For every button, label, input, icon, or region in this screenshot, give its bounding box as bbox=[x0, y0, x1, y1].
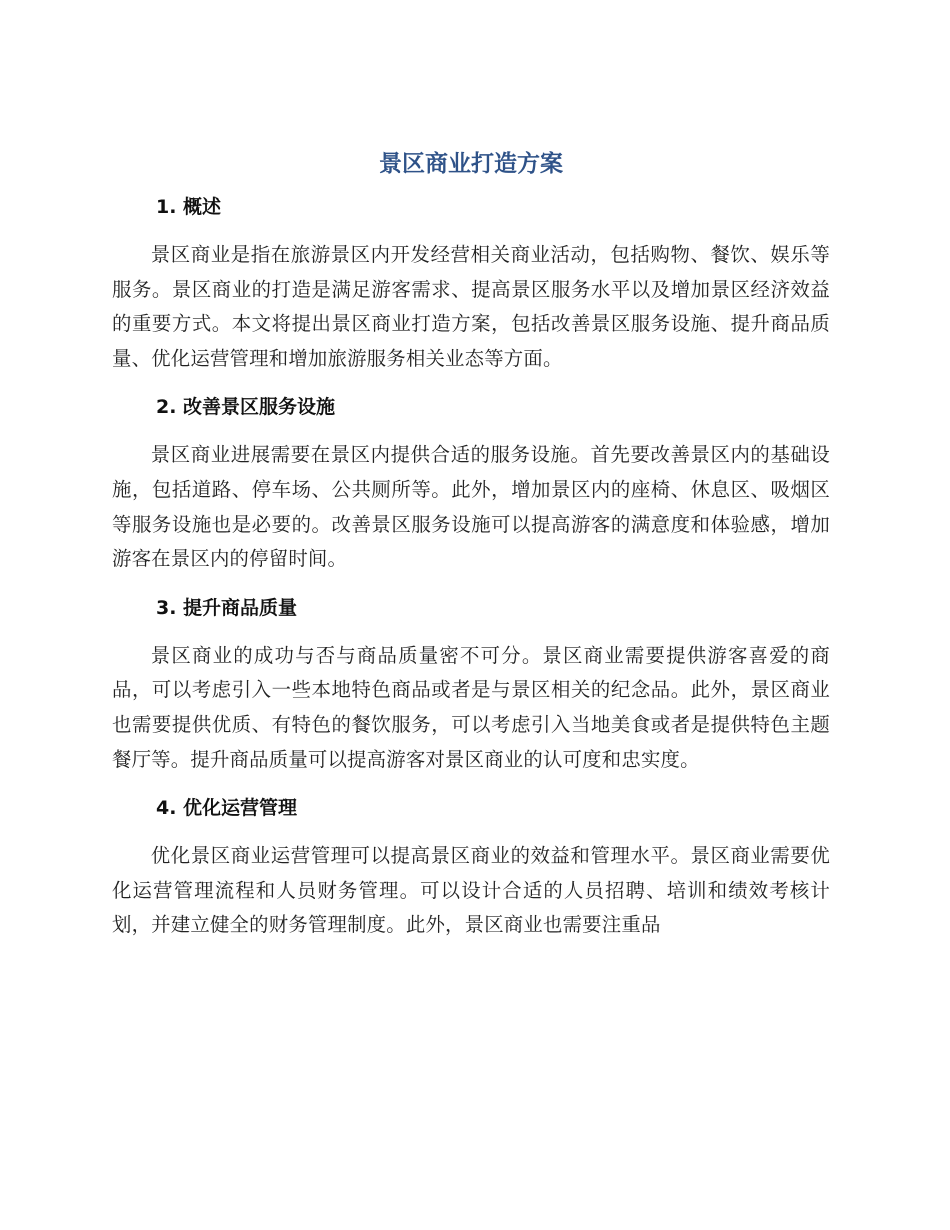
section-heading-overview: 1. 概述 bbox=[156, 196, 222, 218]
section-paragraph-operations: 优化景区商业运营管理可以提高景区商业的效益和管理水平。景区商业需要优化运营管理流程和人员财务管理。可以设计合适的人员招聘、培训和绩效考核计划，并建立健全的财务管理制度。此外，景区商业也需要注重品 bbox=[112, 844, 830, 937]
section-heading-facilities: 2. 改善景区服务设施 bbox=[156, 396, 336, 419]
section-paragraph-overview: 景区商业是指在旅游景区内开发经营相关商业活动，包括购物、餐饮、娱乐等服务。景区商业的打造是满足游客需求、提高景区服务水平以及增加景区经济效益的重要方式。本文将提出景区商业打造方案，包括改善景区服务设施、提升商品质量、优化运营管理和增加旅游服务相关业态等方面。 bbox=[112, 243, 830, 370]
document-title: 景区商业打造方案 bbox=[379, 151, 563, 177]
section-paragraph-product-quality: 景区商业的成功与否与商品质量密不可分。景区商业需要提供游客喜爱的商品，可以考虑引入一些本地特色商品或者是与景区相关的纪念品。此外，景区商业也需要提供优质、有特色的餐饮服务，可以考虑引入当地美食或者是提供特色主题餐厅等。提升商品质量可以提高游客对景区商业的认可度和忠实度。 bbox=[112, 643, 830, 771]
section-heading-operations: 4. 优化运营管理 bbox=[156, 797, 298, 820]
document-content bbox=[112, 140, 830, 955]
section-paragraph-facilities: 景区商业进展需要在景区内提供合适的服务设施。首先要改善景区内的基础设施，包括道路、停车场、公共厕所等。此外，增加景区内的座椅、休息区、吸烟区等服务设施也是必要的。改善景区服务设施可以提高游客的满意度和体验感，增加游客在景区内的停留时间。 bbox=[112, 443, 830, 571]
section-heading-product-quality: 3. 提升商品质量 bbox=[156, 596, 298, 619]
